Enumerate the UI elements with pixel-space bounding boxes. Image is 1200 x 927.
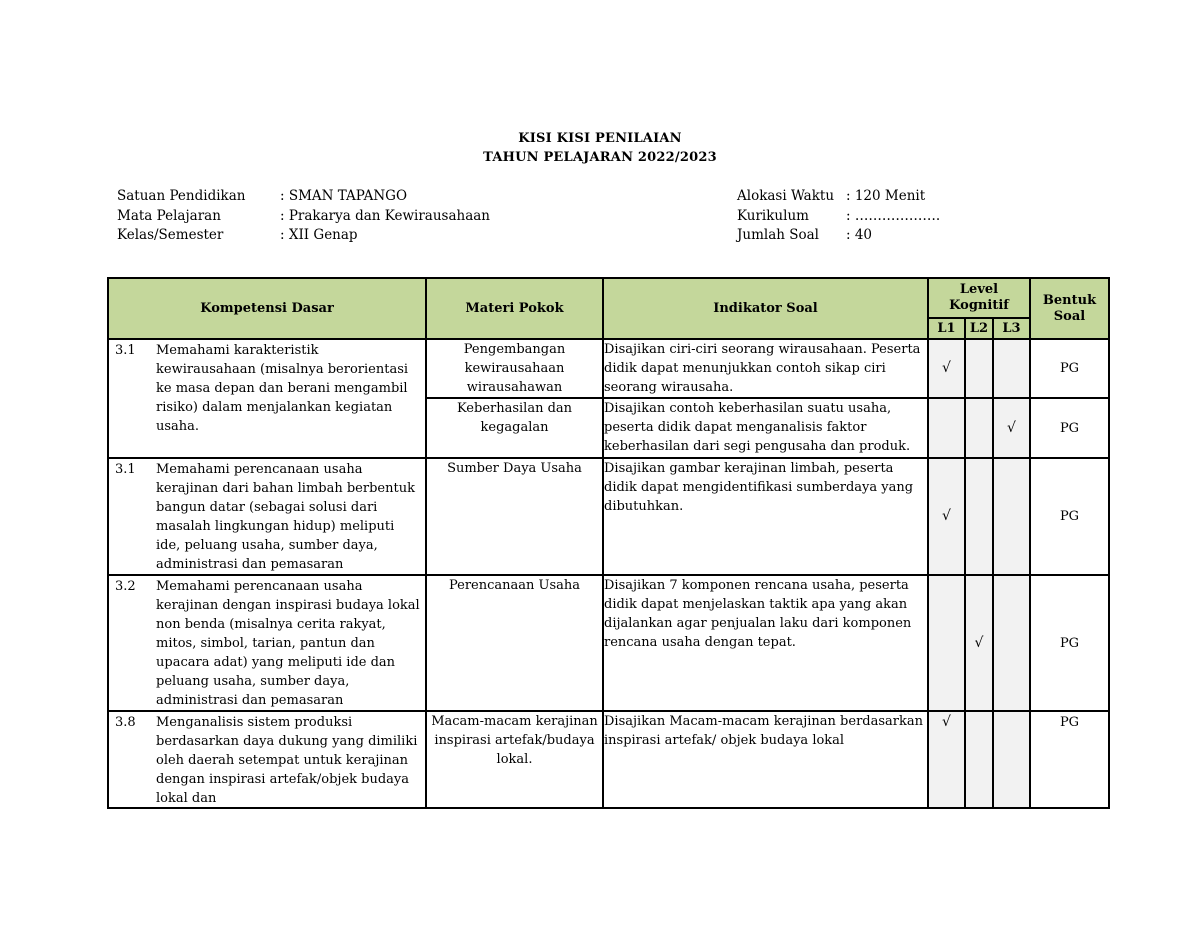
l3-check (993, 458, 1030, 575)
info-label: Alokasi Waktu (737, 188, 835, 204)
table-row (108, 339, 1109, 398)
info-value: : XII Genap (280, 227, 358, 243)
kd-text: Memahami perencanaan usaha kerajinan dengan inspirasi budaya lokal non benda (misalnya cerita rakyat, mitos, simbol, tarian, pantun dan upacara adat) yang meliputi ide dan peluang usaha, sumber daya, administrasi dan pemasaran (156, 579, 420, 708)
kd-text: Menganalisis sistem produksi berdasarkan daya dukung yang dimiliki oleh daerah setempat untuk kerajinan dengan inspirasi artefak/objek budaya lokal dan (156, 715, 418, 806)
bentuk-cell: PG (1030, 339, 1109, 398)
indikator-cell: Disajikan gambar kerajinan limbah, peserta didik dapat mengidentifikasi sumberdaya yang dibutuhkan. (603, 458, 928, 575)
bentuk-cell: PG (1030, 711, 1109, 808)
info-row-alokasi (737, 187, 940, 207)
header-ind: Indikator Soal (603, 278, 928, 339)
l2-check (965, 339, 993, 398)
header-bentuk: Bentuk Soal (1030, 278, 1109, 339)
header-l3: L3 (993, 318, 1030, 339)
l3-check (993, 339, 1030, 398)
document-title: KISI KISI PENILAIAN (518, 131, 682, 146)
info-left (117, 187, 490, 246)
kd-text: Memahami perencanaan usaha kerajinan dari bahan limbah berbentuk bangun datar (sebagai solusi dari masalah lingkungan hidup) meliputi ide, peluang usaha, sumber daya, administrasi dan pemasaran (156, 462, 415, 572)
info-label: Kurikulum (737, 207, 809, 224)
mp-cell: Keberhasilan dan kegagalan (426, 398, 603, 458)
indikator-cell: Disajikan Macam-macam kerajinan berdasarkan inspirasi artefak/ objek budaya lokal (603, 711, 928, 808)
indikator-cell: Disajikan contoh keberhasilan suatu usaha, peserta didik dapat menganalisis faktor keberhasilan dari segi pengusaha dan produk. (603, 398, 928, 458)
document-subtitle: TAHUN PELAJARAN 2022/2023 (483, 150, 717, 165)
kd-number: 3.1 (115, 462, 136, 477)
info-row-satuan (117, 187, 490, 207)
kd-cell (108, 339, 426, 458)
info-row-mapel (117, 207, 490, 227)
info-value: : ………………. (846, 207, 941, 224)
kisi-table (107, 277, 1110, 809)
indikator-cell: Disajikan ciri-ciri seorang wirausahaan. Peserta didik dapat menunjukkan contoh sikap ciri seorang wirausaha. (603, 339, 928, 398)
info-value: : 120 Menit (846, 188, 926, 204)
info-row-kelas (117, 226, 490, 246)
header-level: Level Kognitif (928, 278, 1030, 318)
kd-number: 3.2 (115, 579, 136, 594)
info-label: Kelas/Semester (117, 227, 224, 243)
bentuk-cell: PG (1030, 398, 1109, 458)
l3-check: √ (993, 398, 1030, 458)
kd-number: 3.8 (115, 715, 136, 730)
l1-check (928, 575, 965, 711)
info-value: : Prakarya dan Kewirausahaan (280, 207, 490, 224)
kd-text: Memahami karakteristik kewirausahaan (misalnya berorientasi ke masa depan dan berani mengambil risiko) dalam menjalankan kegiatan usaha. (156, 343, 409, 434)
info-row-jumlah (737, 226, 940, 246)
info-label: Jumlah Soal (737, 227, 820, 243)
indikator-cell: Disajikan 7 komponen rencana usaha, peserta didik dapat menjelaskan taktik apa yang akan dijalankan agar penjualan laku dari komponen rencana usaha dengan tepat. (603, 575, 928, 711)
l2-check: √ (965, 575, 993, 711)
l2-check (965, 458, 993, 575)
header-l2: L2 (965, 318, 993, 339)
l2-check (965, 398, 993, 458)
info-value: : SMAN TAPANGO (280, 188, 408, 204)
info-label: Satuan Pendidikan (117, 188, 246, 204)
info-row-kurikulum (737, 207, 940, 227)
mp-cell: Sumber Daya Usaha (426, 458, 603, 575)
info-label: Mata Pelajaran (117, 207, 221, 224)
l2-check (965, 711, 993, 808)
l1-check (928, 398, 965, 458)
l1-check: √ (928, 458, 965, 575)
table-row (108, 711, 1109, 808)
mp-cell: Perencanaan Usaha (426, 575, 603, 711)
kd-cell (108, 711, 426, 808)
bentuk-cell: PG (1030, 575, 1109, 711)
mp-cell: Macam-macam kerajinan inspirasi artefak/budaya lokal. (426, 711, 603, 808)
l3-check (993, 711, 1030, 808)
l1-check: √ (928, 711, 965, 808)
info-right (737, 187, 940, 246)
l3-check (993, 575, 1030, 711)
table-header-row (108, 278, 1109, 318)
l1-check: √ (928, 339, 965, 398)
header-mp: Materi Pokok (426, 278, 603, 339)
kd-number: 3.1 (115, 343, 136, 358)
table-row (108, 458, 1109, 575)
kd-cell (108, 575, 426, 711)
table-row (108, 575, 1109, 711)
mp-cell: Pengembangan kewirausahaan wirausahawan (426, 339, 603, 398)
header-l1: L1 (928, 318, 965, 339)
info-value: : 40 (846, 227, 873, 243)
bentuk-cell: PG (1030, 458, 1109, 575)
kd-cell (108, 458, 426, 575)
header-kd: Kompetensi Dasar (108, 278, 426, 339)
